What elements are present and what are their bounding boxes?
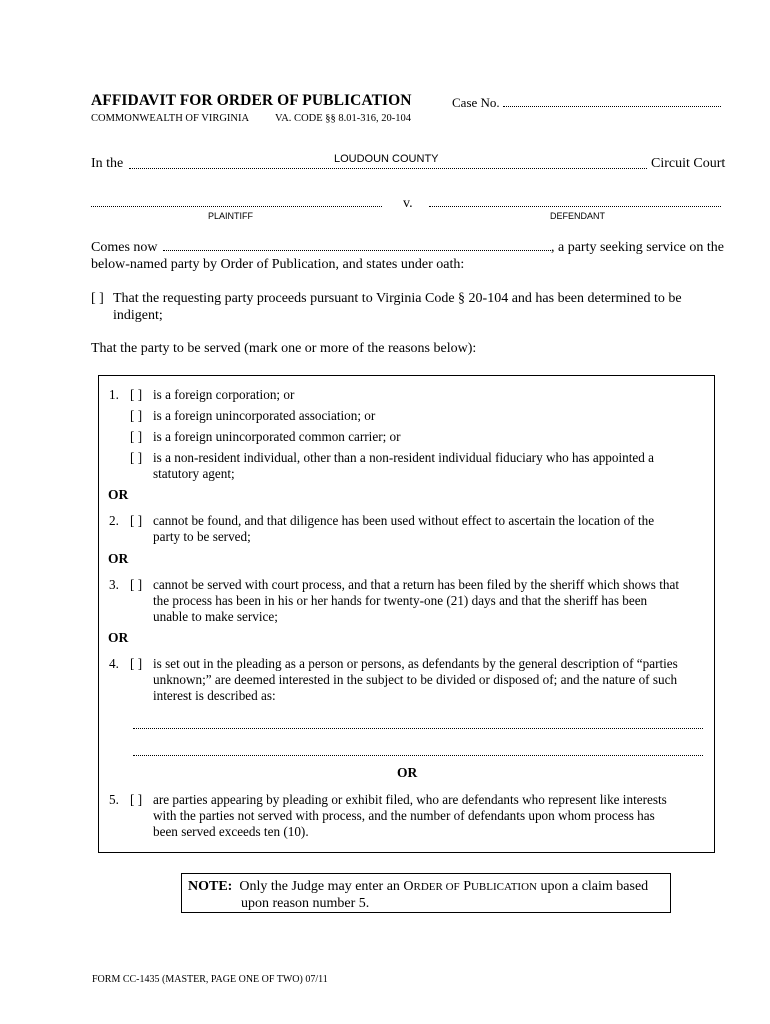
reason-1a-text: is a foreign corporation; or	[153, 387, 295, 402]
reason-4-line-3: interest is described as:	[153, 688, 276, 703]
form-title: AFFIDAVIT FOR ORDER OF PUBLICATION	[91, 92, 412, 109]
defendant-label: DEFENDANT	[550, 211, 606, 221]
in-the-label: In the	[91, 156, 124, 171]
reason-2-line-1: cannot be found, and that diligence has been used without effect to ascertain the location of the	[153, 513, 655, 528]
note-line-1: NOTE: Only the Judge may enter an ORDER OF PUBLICATION upon a claim based	[188, 879, 649, 894]
reasons-intro: That the party to be served (mark one or more of the reasons below):	[91, 341, 477, 356]
or-divider-1: OR	[108, 487, 129, 502]
reason-2-checkbox[interactable]: [ ]	[130, 513, 143, 528]
or-divider-4: OR	[397, 765, 418, 780]
reason-1-number: 1.	[109, 387, 119, 402]
va-code-label: VA. CODE §§ 8.01-316, 20-104	[275, 113, 412, 124]
comes-now-label: Comes now	[91, 240, 158, 255]
case-no-field[interactable]	[503, 106, 721, 107]
reason-1d-checkbox[interactable]: [ ]	[130, 450, 143, 465]
reason-1c-checkbox[interactable]: [ ]	[130, 429, 143, 444]
plaintiff-label: PLAINTIFF	[208, 211, 254, 221]
reason-5-line-2: with the parties not served with process, and the number of defendants upon whom process has	[153, 808, 655, 823]
or-divider-2: OR	[108, 551, 129, 566]
reason-4-line-1: is set out in the pleading as a person or persons, as defendants by the general description of “parties	[153, 656, 678, 671]
reason-1c-text: is a foreign unincorporated common carrier; or	[153, 429, 401, 444]
court-name-field[interactable]	[129, 168, 647, 169]
reason-1b-text: is a foreign unincorporated association; or	[153, 408, 376, 423]
reason-1d-line-1: is a non-resident individual, other than a non-resident individual fiduciary who has appointed a	[153, 450, 654, 465]
reason-3-line-1: cannot be served with court process, and that a return has been filed by the sheriff which shows that	[153, 577, 679, 592]
indigent-line-1: That the requesting party proceeds pursuant to Virginia Code § 20-104 and has been determined to be	[113, 291, 682, 306]
reason-4-number: 4.	[109, 656, 119, 671]
note-label: NOTE:	[188, 879, 233, 894]
reason-5-line-1: are parties appearing by pleading or exhibit filed, who are defendants who represent like interests	[153, 792, 667, 807]
reason-3-line-3: unable to make service;	[153, 609, 278, 624]
reason-4-line-2: unknown;” are deemed interested in the subject to be divided or disposed of; and the nature of such	[153, 672, 678, 687]
form-footer: FORM CC-1435 (MASTER, PAGE ONE OF TWO) 07/11	[92, 974, 328, 985]
intro-line-2: below-named party by Order of Publication, and states under oath:	[91, 257, 465, 272]
case-no-label: Case No.	[452, 95, 500, 110]
or-divider-3: OR	[108, 630, 129, 645]
reason-5-line-3: been served exceeds ten (10).	[153, 824, 309, 839]
reason-3-number: 3.	[109, 577, 119, 592]
reason-4-checkbox[interactable]: [ ]	[130, 656, 143, 671]
defendant-field[interactable]	[429, 206, 721, 207]
reason-3-line-2: the process has been in his or her hands for twenty-one (21) days and that the sheriff has been	[153, 593, 648, 608]
commonwealth-label: COMMONWEALTH OF VIRGINIA	[91, 113, 250, 124]
reason-2-number: 2.	[109, 513, 119, 528]
reason-4-description-field-1[interactable]	[133, 728, 703, 729]
reason-1a-checkbox[interactable]: [ ]	[130, 387, 143, 402]
circuit-court-label: Circuit Court	[651, 156, 726, 171]
comes-now-suffix: , a party seeking service on the	[551, 240, 724, 255]
reason-5-checkbox[interactable]: [ ]	[130, 792, 143, 807]
reason-1d-line-2: statutory agent;	[153, 466, 235, 481]
reason-3-checkbox[interactable]: [ ]	[130, 577, 143, 592]
note-line-2: upon reason number 5.	[241, 896, 370, 911]
indigent-line-2: indigent;	[113, 308, 163, 323]
reason-5-number: 5.	[109, 792, 119, 807]
county-value[interactable]: LOUDOUN COUNTY	[334, 153, 439, 165]
reason-4-description-field-2[interactable]	[133, 755, 703, 756]
versus-label: v.	[403, 196, 413, 211]
comes-now-field[interactable]	[163, 250, 551, 251]
reason-1b-checkbox[interactable]: [ ]	[130, 408, 143, 423]
indigent-checkbox[interactable]: [ ]	[91, 291, 104, 306]
plaintiff-field[interactable]	[91, 206, 382, 207]
reason-2-line-2: party to be served;	[153, 529, 251, 544]
